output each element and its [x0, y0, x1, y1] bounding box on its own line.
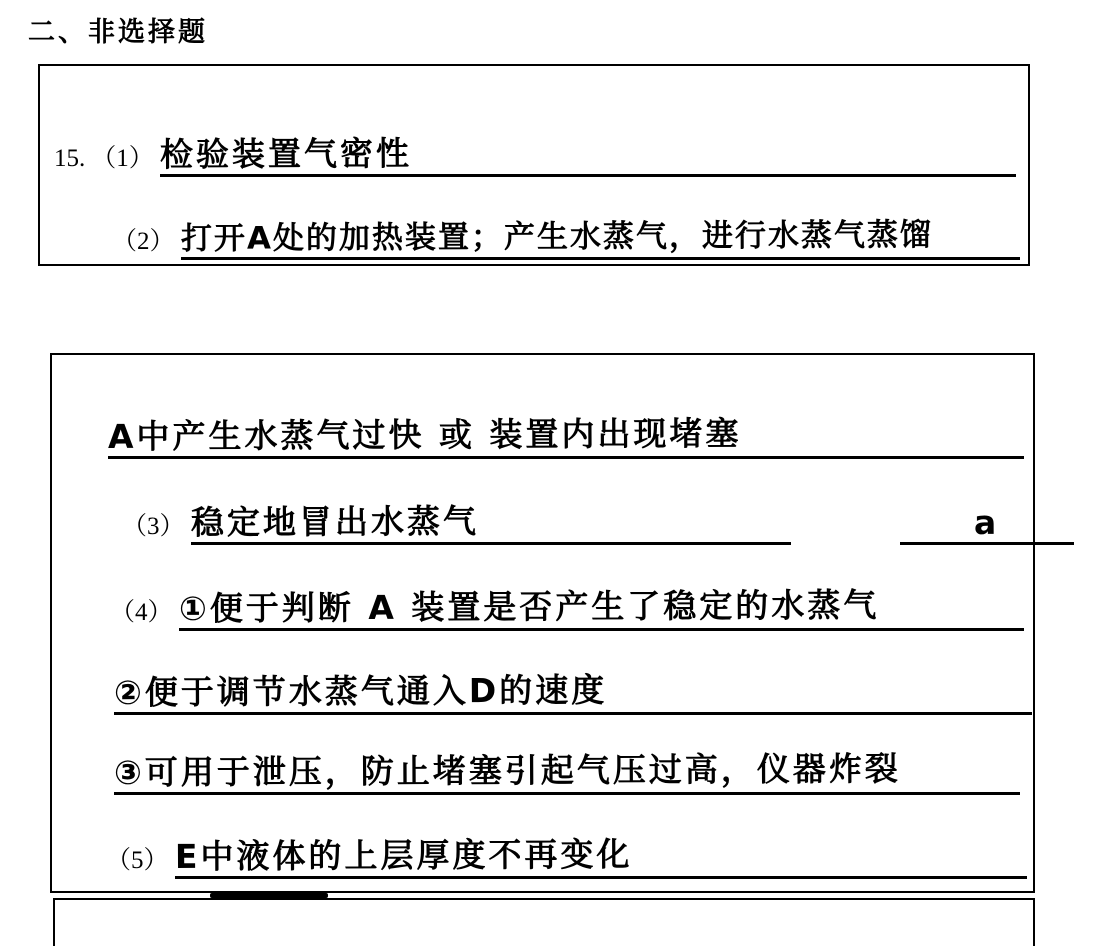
part1-answer-blank: [160, 121, 1016, 177]
answer-row-part1: [54, 121, 1016, 177]
answer-box-3: [53, 898, 1035, 946]
answer-box-1: [38, 64, 1030, 266]
part4-handwritten-answer-1: ①便于判断 A 装置是否产生了稳定的水蒸气: [178, 585, 879, 629]
answer-row-part3: [122, 489, 1074, 545]
section-header: 二、非选择题: [28, 17, 208, 48]
continuation-handwritten-answer: A中产生水蒸气过快 或 装置内出现堵塞: [107, 414, 742, 457]
part4-handwritten-answer-2: ②便于调节水蒸气通入D的速度: [113, 670, 608, 713]
answer-box-2: [50, 353, 1035, 893]
part4-handwritten-answer-3: ③可用于泄压，防止堵塞引起气压过高，仪器炸裂: [113, 749, 901, 793]
part4-answer1-blank: [179, 575, 1024, 631]
answer-row-part2: [112, 204, 1020, 260]
part2-answer-blank: [181, 204, 1020, 260]
part4-answer3-blank: [114, 739, 1020, 795]
part1-handwritten-answer: 检验装置气密性: [159, 134, 412, 175]
part2-label: （2）: [112, 228, 175, 255]
part3-handwritten-answer: 稳定地冒出水蒸气: [190, 501, 479, 543]
part5-label: （5）: [106, 847, 169, 874]
part1-label: （1）: [91, 145, 154, 172]
answer-row-part4-2: [114, 659, 1032, 715]
answer-row-part5: [106, 823, 1027, 879]
answer-row-part4-3: [114, 739, 1020, 795]
part3-label: （3）: [122, 513, 185, 540]
part2-handwritten-answer: 打开A处的加热装置；产生水蒸气，进行水蒸气蒸馏: [180, 217, 933, 258]
answer-row-continuation: [108, 403, 1024, 459]
part4-answer2-blank: [114, 659, 1032, 715]
part4-label: （4）: [110, 599, 173, 626]
part5-answer-blank: [175, 823, 1027, 879]
part3-handwritten-answer-b: a: [974, 503, 1000, 543]
part5-handwritten-answer: E中液体的上层厚度不再变化: [174, 834, 633, 877]
continuation-answer-blank: [108, 403, 1024, 459]
part3-answer-blank: [191, 489, 791, 545]
question-number: 15.: [54, 145, 86, 172]
answer-row-part4-1: [110, 575, 1024, 631]
part3-answer-blank-b: [900, 489, 1074, 545]
